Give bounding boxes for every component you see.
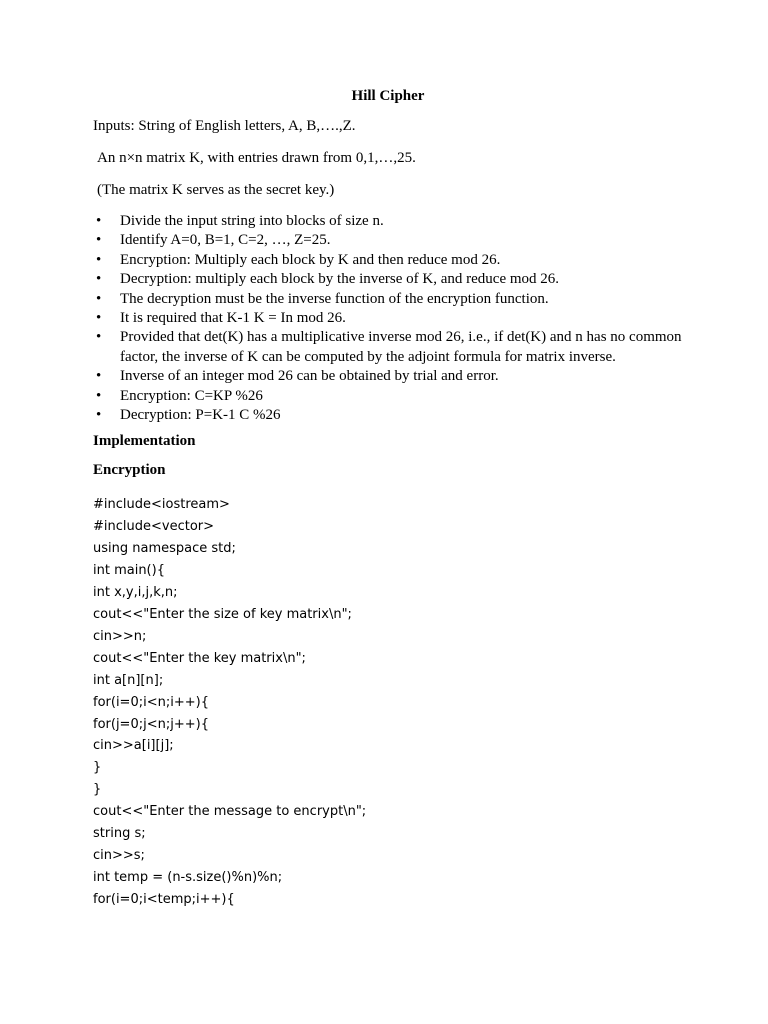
bullet-item [93, 328, 683, 367]
intro-matrix: An n×n matrix K, with entries drawn from 0,1,…,25. [97, 150, 416, 166]
bullet-text: Inverse of an integer mod 26 can be obtained by trial and error. [120, 368, 499, 385]
code-line: cin>>n; [93, 628, 147, 644]
bullet-item [93, 212, 683, 231]
intro-inputs: Inputs: String of English letters, A, B,….,Z. [93, 118, 356, 134]
bullet-item [93, 367, 683, 386]
code-line: int temp = (n-s.size()%n)%n; [93, 869, 283, 885]
bullet-text: Decryption: P=K-1 C %26 [120, 407, 281, 424]
bullet-item [93, 231, 683, 250]
bullet-text: The decryption must be the inverse function of the encryption function. [120, 290, 549, 307]
bullet-item [93, 406, 683, 425]
code-line: for(i=0;i<n;i++){ [93, 694, 209, 710]
bullet-dot-icon: • [96, 407, 102, 424]
bullet-dot-icon: • [96, 271, 102, 288]
page-title: Hill Cipher [351, 88, 425, 104]
bullet-item [93, 270, 683, 289]
code-line: int main(){ [93, 563, 165, 579]
bullet-text: It is required that K-1 K = In mod 26. [120, 310, 346, 327]
bullet-dot-icon: • [96, 387, 102, 404]
bullet-dot-icon: • [96, 290, 102, 307]
bullet-text: Decryption: multiply each block by the inverse of K, and reduce mod 26. [120, 271, 560, 288]
code-line: } [93, 782, 102, 798]
bullet-text: Divide the input string into blocks of size n. [120, 213, 384, 229]
bullet-dot-icon: • [96, 213, 102, 229]
code-line: } [93, 760, 102, 776]
bullet-dot-icon: • [96, 232, 102, 249]
code-block [93, 494, 683, 910]
heading-encryption: Encryption [93, 462, 166, 479]
bullet-text: Encryption: Multiply each block by K and then reduce mod 26. [120, 251, 501, 268]
code-line: for(j=0;j<n;j++){ [93, 716, 209, 732]
code-line: cout<<"Enter the key matrix\n"; [93, 650, 306, 666]
code-line: #include<iostream> [93, 497, 230, 513]
bullet-dot-icon: • [96, 329, 102, 346]
bullet-text: Identify A=0, B=1, C=2, …, Z=25. [120, 232, 331, 249]
bullet-item [93, 251, 683, 270]
bullet-item [93, 387, 683, 406]
bullet-dot-icon: • [96, 251, 102, 268]
bullet-text: Encryption: C=KP %26 [120, 387, 263, 404]
document-page [93, 85, 683, 911]
code-line: using namespace std; [93, 541, 236, 557]
code-line: cin>>a[i][j]; [93, 738, 174, 754]
bullet-list [93, 212, 683, 425]
bullet-dot-icon: • [96, 368, 102, 385]
code-line: cout<<"Enter the message to encrypt\n"; [93, 804, 367, 820]
bullet-text: Provided that det(K) has a multiplicative inverse mod 26, i.e., if det(K) and n has no common factor, the inverse of K can be computed by the adjoint formula for matrix inverse. [120, 329, 682, 365]
code-line: #include<vector> [93, 519, 215, 535]
code-line: string s; [93, 826, 146, 842]
bullet-dot-icon: • [96, 310, 102, 327]
intro-secret-key: (The matrix K serves as the secret key.) [97, 182, 335, 198]
heading-implementation: Implementation [93, 433, 196, 450]
code-line: int x,y,i,j,k,n; [93, 585, 178, 601]
code-line: int a[n][n]; [93, 672, 164, 688]
bullet-item [93, 290, 683, 309]
bullet-item [93, 309, 683, 328]
code-line: cin>>s; [93, 847, 145, 863]
code-line: cout<<"Enter the size of key matrix\n"; [93, 607, 352, 622]
code-line: for(i=0;i<temp;i++){ [93, 891, 235, 907]
